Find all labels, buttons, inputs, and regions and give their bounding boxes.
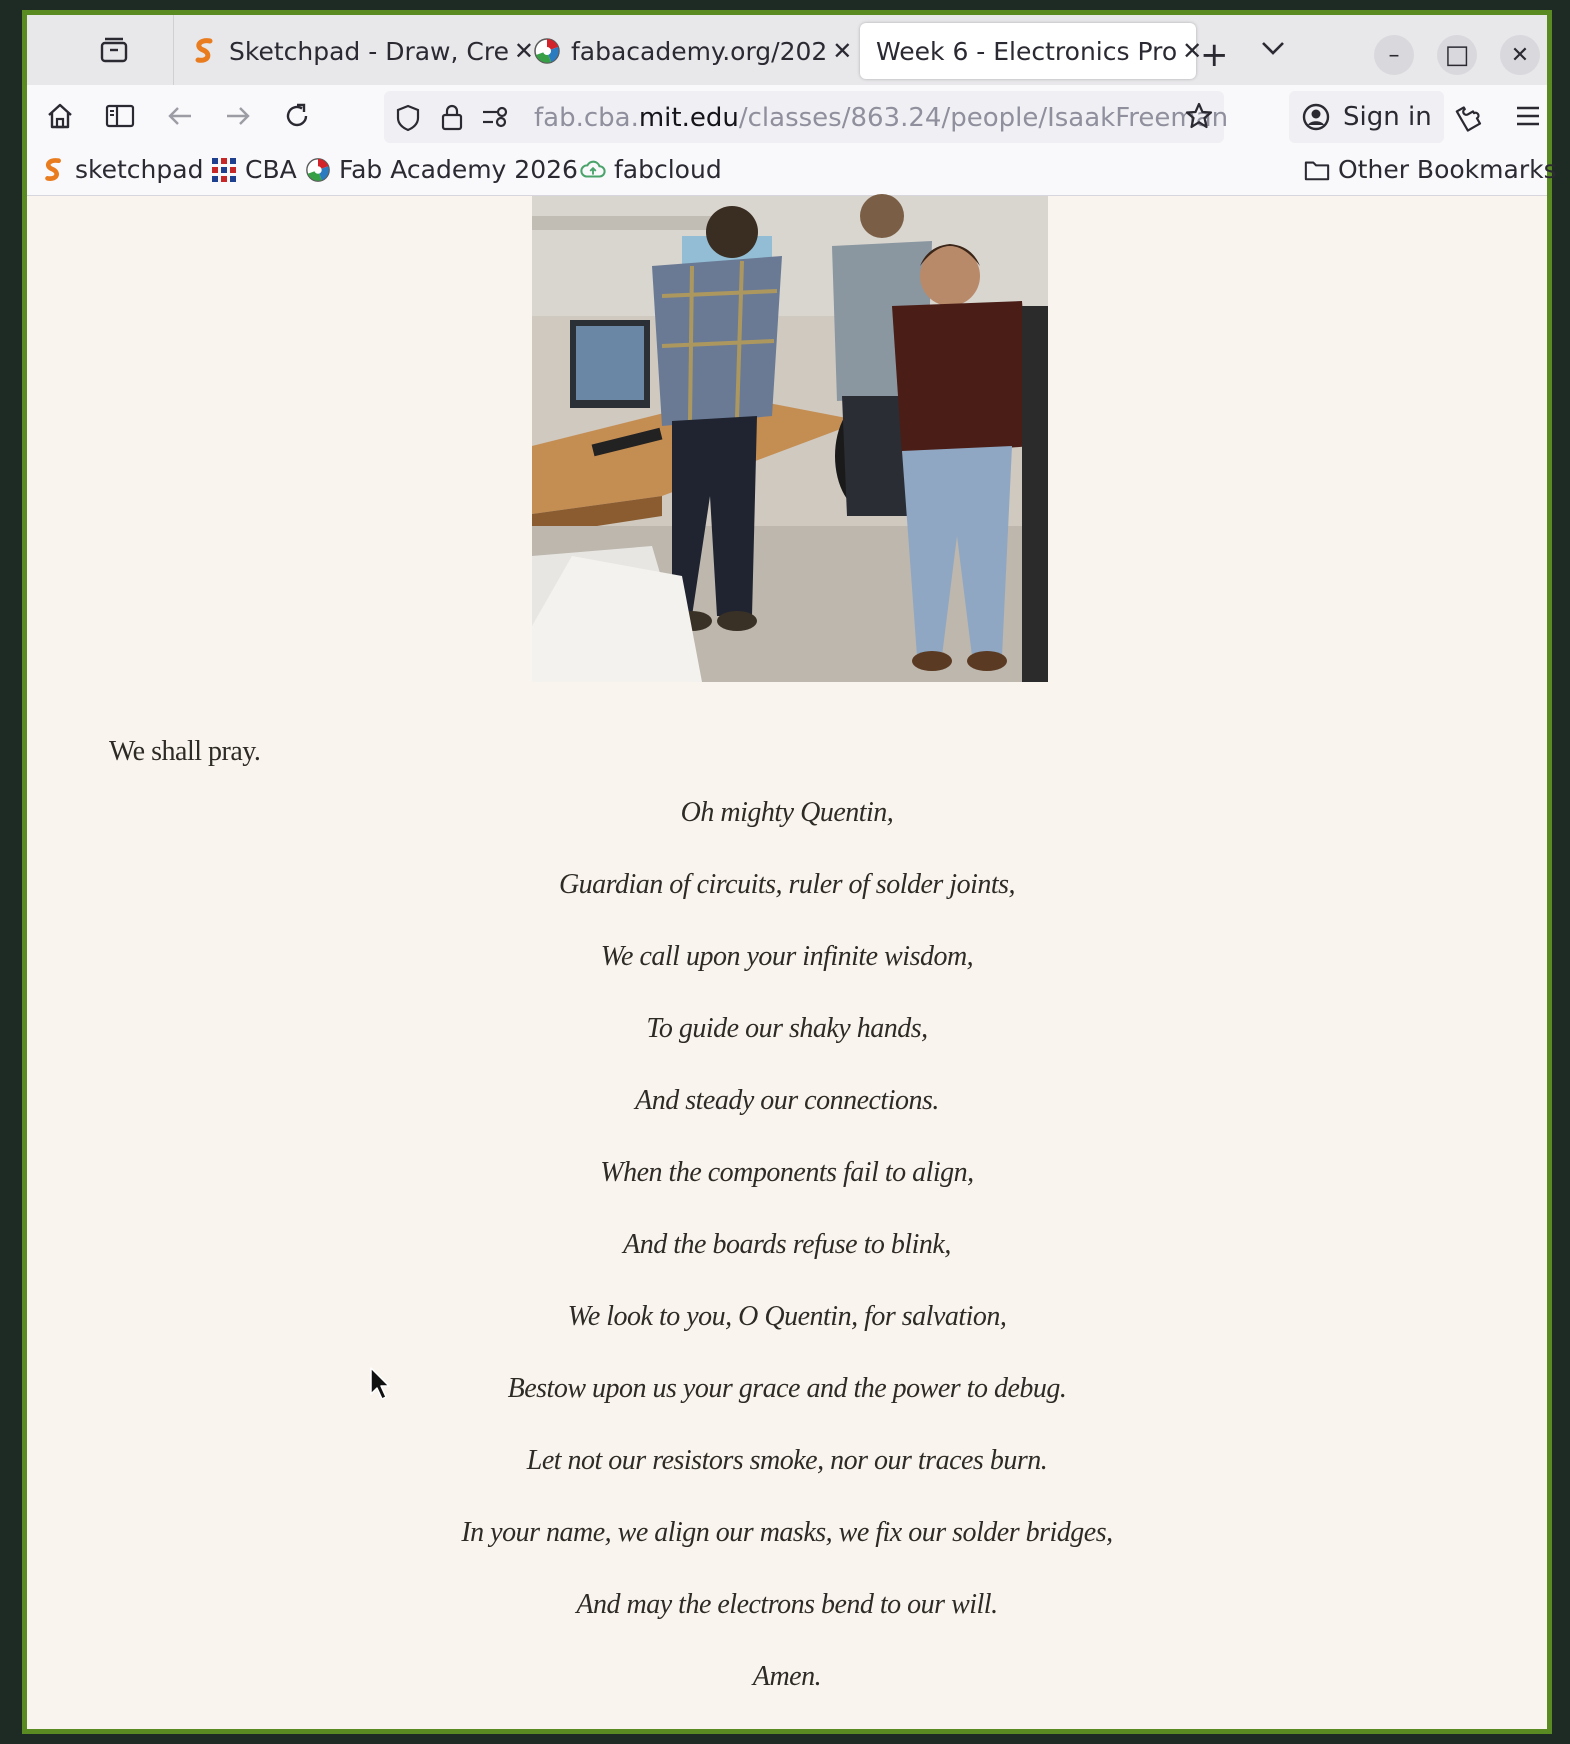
back-button[interactable] bbox=[163, 99, 197, 133]
tab-close-icon[interactable]: ✕ bbox=[1182, 37, 1203, 65]
intro-text: We shall pray. bbox=[109, 736, 261, 767]
arrow-right-icon bbox=[223, 101, 253, 131]
tab-bar bbox=[27, 15, 1547, 85]
bookmark-fabcloud[interactable] bbox=[580, 155, 722, 184]
bookmark-fab-academy[interactable] bbox=[305, 155, 578, 184]
tab-sketchpad[interactable] bbox=[175, 23, 535, 79]
bookmark-label: Fab Academy 2026 bbox=[339, 155, 578, 184]
tab-title: fabacademy.org/202 bbox=[571, 36, 828, 66]
arrow-left-icon bbox=[165, 101, 195, 131]
tab-close-icon[interactable]: ✕ bbox=[513, 37, 535, 65]
sidebar-button[interactable] bbox=[103, 99, 137, 133]
fabacademy-icon bbox=[305, 157, 331, 183]
sign-in-button[interactable] bbox=[1289, 91, 1444, 143]
tab-separator bbox=[173, 15, 174, 85]
poem-line: Amen. bbox=[752, 1661, 822, 1692]
home-icon bbox=[45, 101, 75, 131]
poem-line: We look to you, O Quentin, for salvation, bbox=[567, 1301, 1007, 1332]
sketchpad-icon bbox=[191, 37, 219, 65]
poem-line: And steady our connections. bbox=[635, 1085, 939, 1116]
extensions-button[interactable] bbox=[1454, 99, 1488, 133]
maximize-button[interactable]: □ bbox=[1437, 35, 1477, 75]
bookmark-star-icon[interactable] bbox=[1184, 101, 1214, 131]
poem-line: Guardian of circuits, ruler of solder joints, bbox=[558, 869, 1016, 900]
bookmark-cba[interactable] bbox=[211, 155, 297, 184]
app-menu-button[interactable] bbox=[1511, 99, 1545, 133]
bookmarks-toolbar bbox=[27, 145, 1557, 196]
photo-illustration bbox=[532, 196, 1048, 682]
other-bookmarks-folder[interactable] bbox=[1304, 155, 1557, 184]
fabcloud-icon bbox=[580, 157, 606, 183]
lab-group-photo bbox=[532, 196, 1048, 682]
account-icon bbox=[1301, 102, 1331, 132]
prayer-poem bbox=[27, 794, 1547, 1730]
poem-line: To guide our shaky hands, bbox=[646, 1013, 928, 1044]
bookmark-sketchpad[interactable] bbox=[41, 155, 203, 184]
poem-line: Bestow upon us your grace and the power to debug. bbox=[507, 1373, 1067, 1404]
poem-line: We call upon your infinite wisdom, bbox=[600, 941, 974, 972]
browser-window bbox=[22, 10, 1557, 1734]
firefox-view-icon bbox=[99, 36, 129, 64]
poem-line: Let not our resistors smoke, nor our traces burn. bbox=[526, 1445, 1048, 1476]
home-button[interactable] bbox=[43, 99, 77, 133]
close-window-button[interactable]: ✕ bbox=[1500, 35, 1540, 75]
poem-line: And the boards refuse to blink, bbox=[623, 1229, 951, 1260]
navigation-toolbar bbox=[27, 85, 1547, 145]
bookmark-label: sketchpad bbox=[75, 155, 204, 184]
reload-icon bbox=[282, 101, 312, 131]
puzzle-piece-icon bbox=[1456, 101, 1486, 131]
url-text[interactable] bbox=[534, 103, 1229, 133]
url-path: /classes/863.24/people/IsaakFreeman bbox=[738, 103, 1229, 133]
tab-fabacademy[interactable] bbox=[517, 23, 853, 79]
tab-close-icon[interactable]: ✕ bbox=[832, 37, 853, 65]
bookmark-label: fabcloud bbox=[614, 155, 722, 184]
permissions-icon[interactable] bbox=[481, 105, 511, 129]
poem-line: Oh mighty Quentin, bbox=[680, 797, 894, 828]
poem-line: In your name, we align our masks, we fix our solder bridges, bbox=[461, 1517, 1113, 1548]
forward-button[interactable] bbox=[221, 99, 255, 133]
reload-button[interactable] bbox=[280, 99, 314, 133]
poem-line: When the components fail to align, bbox=[600, 1157, 974, 1188]
tab-week6-active[interactable] bbox=[860, 23, 1203, 79]
firefox-view-button[interactable] bbox=[97, 33, 131, 67]
poem-line: And may the electrons bend to our will. bbox=[576, 1589, 998, 1620]
tracking-shield-icon[interactable] bbox=[394, 103, 422, 133]
sidebar-icon bbox=[104, 102, 136, 130]
mouse-cursor-icon bbox=[369, 1366, 393, 1402]
cba-grid-icon bbox=[211, 157, 237, 183]
page-content bbox=[27, 196, 1547, 1729]
sign-in-label: Sign in bbox=[1343, 102, 1432, 132]
tab-title: Week 6 - Electronics Pro bbox=[876, 36, 1178, 66]
chevron-down-icon bbox=[1259, 37, 1287, 59]
sketchpad-icon bbox=[41, 157, 67, 183]
new-tab-button[interactable]: + bbox=[1200, 35, 1229, 75]
folder-icon bbox=[1304, 157, 1330, 183]
bookmark-label: CBA bbox=[245, 155, 297, 184]
bookmark-label: Other Bookmarks bbox=[1338, 155, 1557, 184]
lock-icon[interactable] bbox=[440, 102, 464, 132]
address-bar[interactable] bbox=[384, 91, 1229, 143]
url-host: mit.edu bbox=[638, 103, 739, 133]
list-all-tabs-button[interactable] bbox=[1259, 37, 1287, 63]
hamburger-menu-icon bbox=[1514, 104, 1542, 128]
tab-title: Sketchpad - Draw, Cre bbox=[229, 36, 509, 66]
url-prefix: fab.cba. bbox=[534, 103, 639, 133]
minimize-button[interactable]: – bbox=[1374, 35, 1414, 75]
fabacademy-icon bbox=[533, 37, 561, 65]
